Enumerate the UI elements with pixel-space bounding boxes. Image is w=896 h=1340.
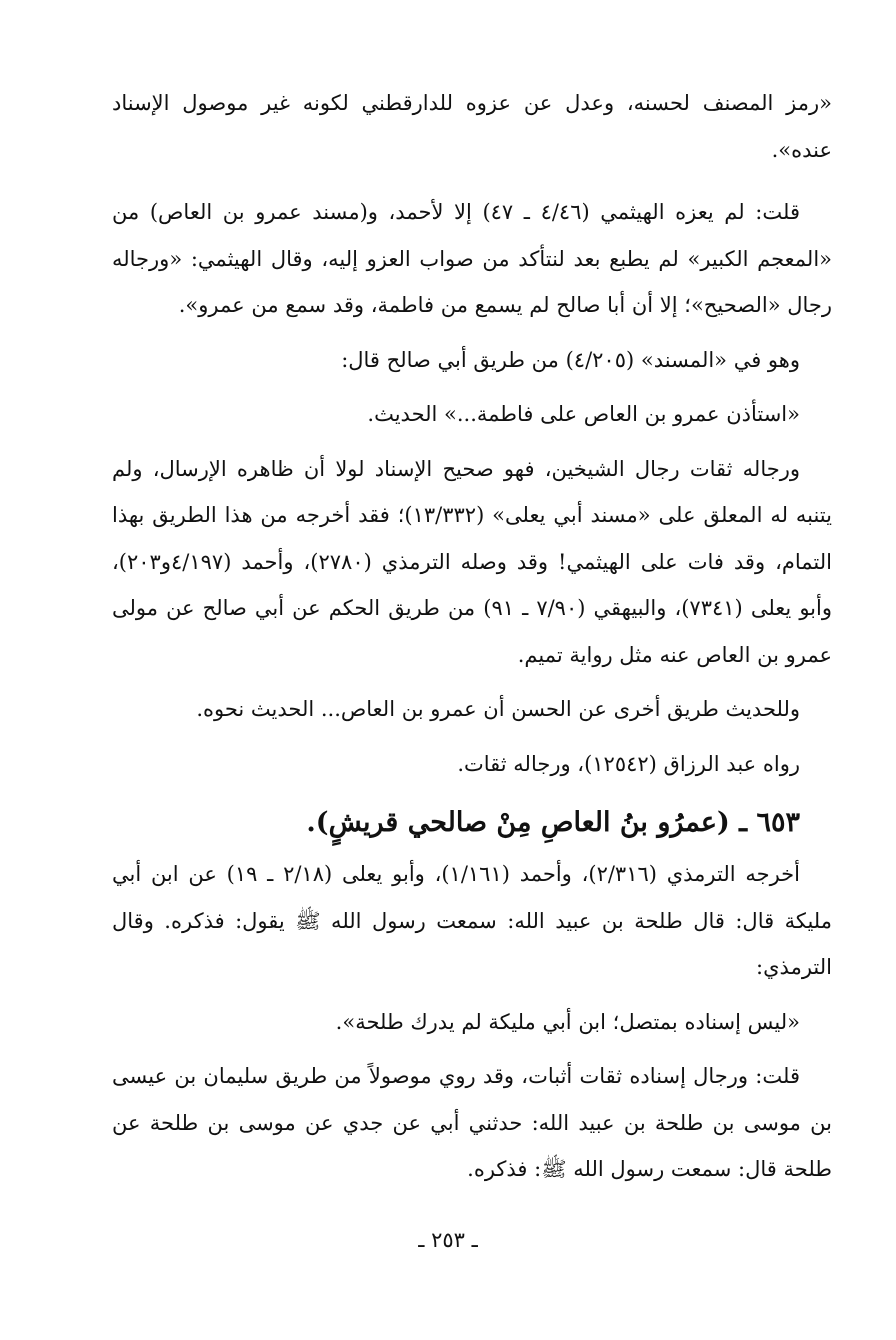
paragraph-tirmidhi-quote: «ليس إسناده بمتصل؛ ابن أبي مليكة لم يدرك طلحة». — [335, 1009, 800, 1034]
paragraph-isnad-analysis: ورجاله ثقات رجال الشيخين، فهو صحيح الإسناد لولا أن ظاهره الإرسال، ولم يتنبه له المعلق على «مسند أبي يعلى» (١٣/٣٣٢)؛ فقد أخرجه من هذا الطريق بهذا التمام، وقد فات على الهيثمي! وقد وصله الترمذي (٢٧٨٠)، وأحمد (٤/١٩٧و٢٠٣)، وأبو يعلى (٧٣٤١)، والبيهقي (٧/٩٠ ـ ٩١) من طريق الحكم عن أبي صالح عن مولى عمرو بن العاص عنه مثل رواية تميم. — [112, 456, 832, 667]
hadith-heading: ٦٥٣ ـ (عمرُو بنُ العاصِ مِنْ صالحي قريشٍ). — [306, 807, 800, 838]
page-body — [112, 80, 832, 1193]
paragraph-quote-continuation: «رمز المصنف لحسنه، وعدل عن عزوه للدارقطني لكونه غير موصول الإسناد عنده». — [112, 91, 832, 162]
paragraph-takhrij: أخرجه الترمذي (٢/٣١٦)، وأحمد (١/١٦١)، وأبو يعلى (٢/١٨ ـ ١٩) عن ابن أبي مليكة قال: قال طلحة بن عبيد الله: سمعت رسول الله ﷺ يقول: فذكره. وقال الترمذي: — [112, 862, 832, 979]
paragraph-haythami-note: قلت: لم يعزه الهيثمي (٤/٤٦ ـ ٤٧) إلا لأحمد، و(مسند عمرو بن العاص) من «المعجم الكبير» لم يطبع بعد لنتأكد من صواب العزو إليه، وقال الهيثمي: «ورجاله رجال «الصحيح»؛ إلا أن أبا صالح لم يسمع من فاطمة، وقد سمع من عمرو». — [112, 200, 832, 317]
paragraph-abdulrazzaq: رواه عبد الرزاق (١٢٥٤٢)، ورجاله ثقات. — [457, 751, 800, 776]
page-number: ـ ٢٥٣ ـ — [418, 1228, 478, 1252]
paragraph-hadith-quote: «استأذن عمرو بن العاص على فاطمة...» الحديث. — [367, 402, 800, 426]
paragraph-conclusion: قلت: ورجال إسناده ثقات أثبات، وقد روي موصولاً من طريق سليمان بن عيسى بن موسى بن طلحة بن عبيد الله: حدثني أبي عن جدي عن موسى بن طلحة عن طلحة قال: سمعت رسول الله ﷺ: فذكره. — [112, 1064, 832, 1181]
paragraph-musnad-source: وهو في «المسند» (٤/٢٠٥) من طريق أبي صالح قال: — [341, 347, 800, 372]
paragraph-other-route: وللحديث طريق أخرى عن الحسن أن عمرو بن العاص... الحديث نحوه. — [196, 697, 800, 721]
